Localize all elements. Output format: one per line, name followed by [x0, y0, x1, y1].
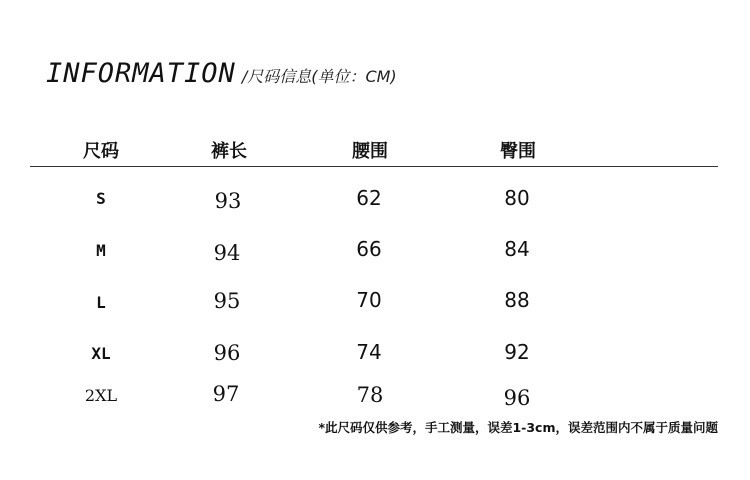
table-row-length: 93 [214, 189, 242, 213]
table-row-waist: 66 [356, 237, 382, 261]
table-row-size: XL [91, 344, 111, 363]
heading-subtitle: /尺码信息(单位：CM) [241, 67, 397, 86]
table-row-waist: 74 [356, 340, 382, 364]
table-row-waist: 70 [356, 288, 382, 312]
heading-title: INFORMATION [46, 58, 236, 89]
table-row-length: 94 [213, 241, 241, 265]
measurement-note: *此尺码仅供参考，手工测量，误差1-3cm，误差范围内不属于质量问题 [318, 420, 718, 435]
table-row-size: S [96, 189, 106, 208]
column-header-hip: 臀围 [500, 141, 536, 162]
table-row-length: 96 [213, 341, 241, 365]
column-header-waist: 腰围 [352, 141, 388, 162]
table-row-size: 2XL [84, 386, 118, 405]
table-row-length: 95 [213, 289, 241, 313]
column-header-size: 尺码 [83, 141, 119, 162]
table-row-waist: 78 [356, 383, 384, 407]
table-row-waist: 62 [356, 186, 382, 210]
table-row-hip: 80 [504, 186, 530, 210]
table-row-size: L [96, 293, 106, 312]
size-chart-heading [46, 58, 397, 89]
header-divider [30, 166, 718, 167]
column-header-length: 裤长 [211, 141, 247, 162]
table-row-size: M [96, 241, 106, 260]
table-row-hip: 88 [504, 288, 530, 312]
table-row-hip: 92 [504, 340, 530, 364]
table-row-length: 97 [212, 382, 240, 406]
table-row-hip: 96 [503, 386, 531, 410]
table-row-hip: 84 [504, 237, 530, 261]
